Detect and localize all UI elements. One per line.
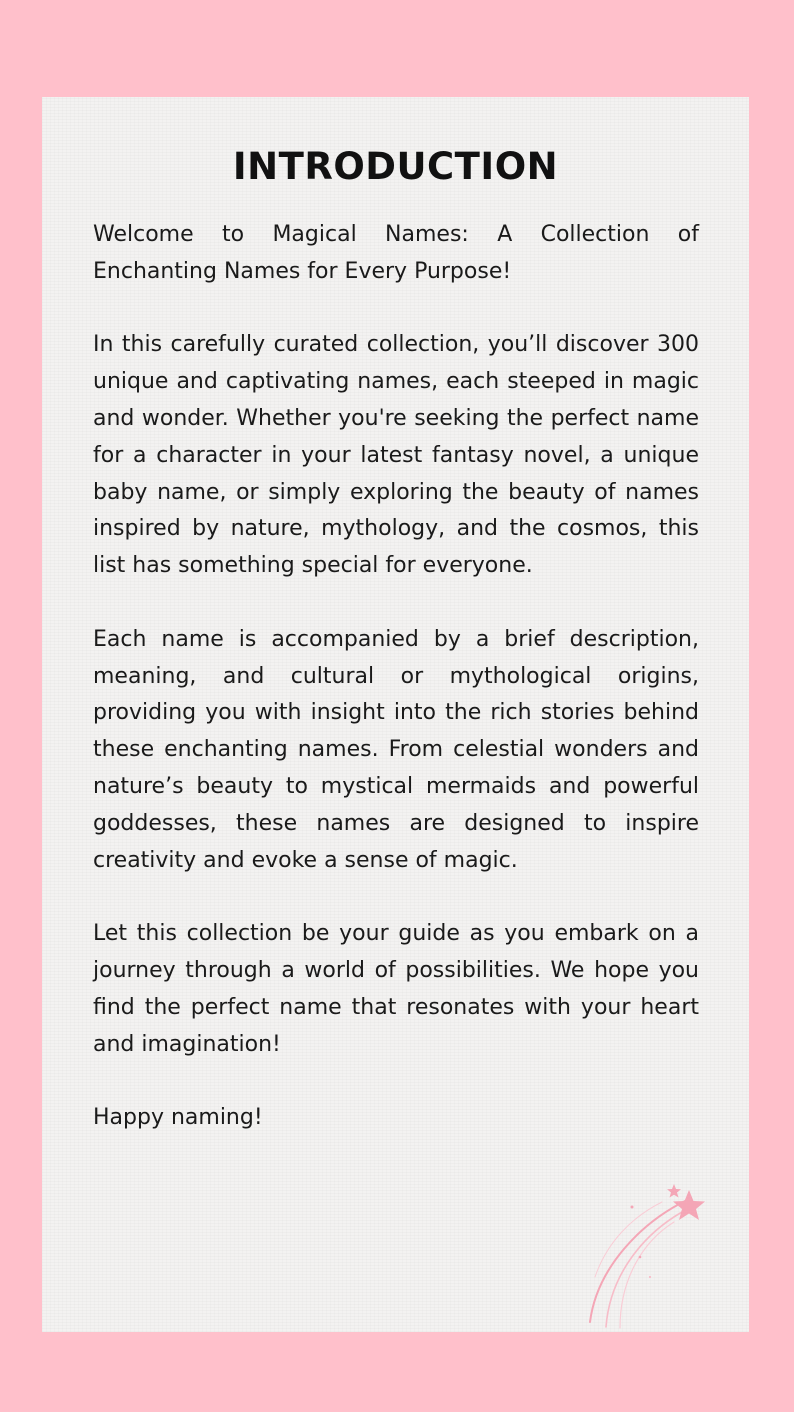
intro-paragraph-descriptions: Each name is accompanied by a brief description, meaning, and cultural or mythological origins, providing you with insight into the rich stories behind these enchanting names. From celestial wonders and nature’s beauty to mystical mermaids and powerful goddesses, these names are designed to inspire creativity and evoke a sense of magic.: [93, 626, 699, 873]
intro-body: [93, 217, 699, 1137]
intro-paragraph-welcome: Welcome to Magical Names: A Collection of Enchanting Names for Every Purpose!: [93, 222, 699, 284]
shooting-star-icon: [562, 1182, 712, 1332]
closing-line: Happy naming!: [93, 1105, 263, 1131]
intro-paragraph-collection: In this carefully curated collection, you’ll discover 300 unique and captivating names, each steeped in magic and wonder. Whether you're seeking the perfect name for a character in your latest fantasy novel, a unique baby name, or simply exploring the beauty of names inspired by nature, mythology, and the cosmos, this list has something special for everyone.: [93, 332, 699, 579]
document-page: [42, 97, 749, 1332]
intro-paragraph-guide: Let this collection be your guide as you embark on a journey through a world of possibilities. We hope you find the perfect name that resonates with your heart and imagination!: [93, 921, 699, 1057]
page-title: INTRODUCTION: [232, 145, 559, 188]
